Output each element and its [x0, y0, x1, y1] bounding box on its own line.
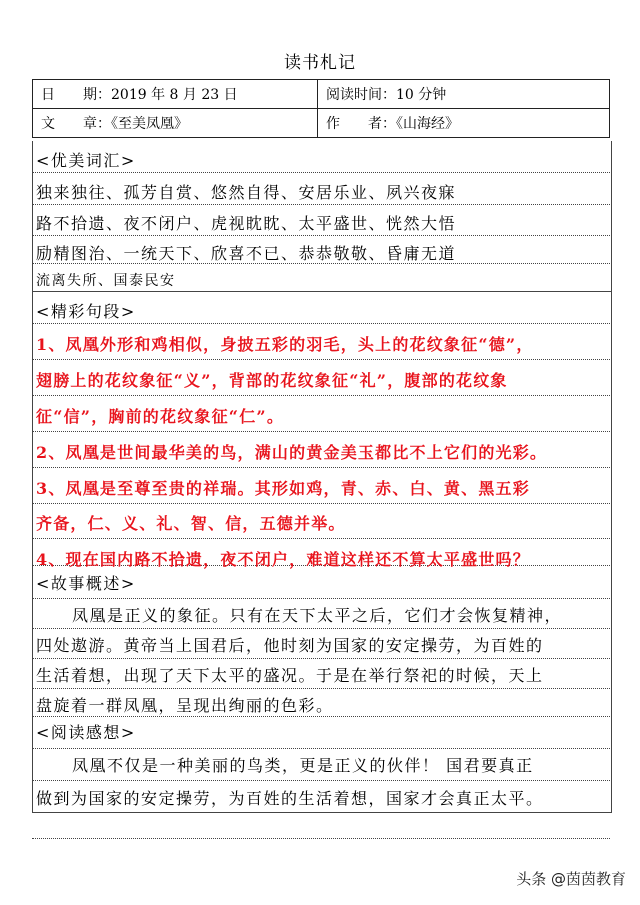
ruled-line	[32, 838, 610, 840]
ruled-line	[32, 716, 610, 718]
ruled-line	[32, 688, 610, 690]
vocab-heading: <优美词汇>	[36, 151, 136, 170]
vocab-line: 路不拾遗、夜不闭户、虎视眈眈、太平盛世、恍然大悟	[36, 214, 457, 233]
ruled-line	[32, 780, 610, 782]
ruled-line	[32, 323, 610, 325]
sentence-line: 2、凤凰是世间最华美的鸟，满山的黄金美玉都比不上它们的光彩。	[36, 443, 548, 462]
date-label: 日 期：	[41, 87, 111, 103]
sentence-line: 翅膀上的花纹象征“义”，背部的花纹象征“礼”，腹部的花纹象	[36, 371, 508, 390]
ruled-line	[32, 467, 610, 469]
sentence-line: 征“信”，胸前的花纹象征“仁”。	[36, 407, 285, 426]
story-line: 凤凰是正义的象征。只有在天下太平之后，它们才会恢复精神，	[72, 606, 563, 625]
ruled-line	[32, 748, 610, 750]
thought-line: 凤凰不仅是一种美丽的鸟类，更是正义的伙伴！ 国君要真正	[72, 756, 534, 775]
sentences-heading: <精彩句段>	[36, 302, 136, 321]
date-value: 2019 年 8 月 23 日	[111, 87, 238, 103]
ruled-line	[32, 395, 610, 397]
page-title: 读书札记	[284, 53, 356, 73]
ruled-line	[32, 598, 610, 600]
reading-time-label: 阅读时间：	[326, 87, 396, 103]
vocab-line: 流离失所、国泰民安	[36, 273, 176, 289]
ruled-line	[32, 359, 610, 361]
sentence-line: 3、凤凰是至尊至贵的祥瑞。其形如鸡，青、赤、白、黄、黑五彩	[36, 479, 530, 498]
vocab-line: 独来独往、孤芳自赏、悠然自得、安居乐业、夙兴夜寐	[36, 183, 457, 202]
date-cell	[33, 80, 318, 109]
ruled-line	[32, 628, 610, 630]
ruled-line	[32, 503, 610, 505]
reading-time-cell	[318, 80, 610, 109]
story-heading: <故事概述>	[36, 574, 136, 593]
sentence-line: 1、凤凰外形和鸡相似，身披五彩的羽毛，头上的花纹象征“德”，	[36, 335, 534, 354]
reading-time-value: 10 分钟	[396, 87, 447, 103]
info-table	[32, 79, 610, 138]
sentence-line: 齐备，仁、义、礼、智、信，五德并举。	[36, 514, 346, 533]
author-label: 作 者：	[326, 116, 396, 132]
ruled-line	[32, 431, 610, 433]
ruled-line	[32, 658, 610, 660]
ruled-line	[32, 235, 610, 237]
article-label: 文 章：	[41, 116, 111, 132]
article-cell	[33, 109, 318, 138]
thought-line: 做到为国家的安定操劳，为百姓的生活着想，国家才会真正太平。	[36, 789, 544, 808]
watermark: 头条 @茵茵教育	[516, 870, 626, 888]
sentence-line: 4、现在国内路不拾遗，夜不闭户，难道这样还不算太平盛世吗？	[36, 550, 530, 569]
story-line: 盘旋着一群凤凰，呈现出绚丽的色彩。	[36, 696, 334, 715]
ruled-line	[32, 204, 610, 206]
ruled-line	[32, 172, 610, 174]
ruled-line	[32, 538, 610, 540]
story-line: 生活着想，出现了天下太平的盛况。于是在举行祭祀的时候，天上	[36, 666, 544, 685]
thoughts-heading: <阅读感想>	[36, 723, 136, 742]
article-value: 《至美凤凰》	[111, 116, 188, 132]
author-cell	[318, 109, 610, 138]
story-line: 四处遨游。黄帝当上国君后，他时刻为国家的安定操劳，为百姓的	[36, 636, 544, 655]
author-value: 《山海经》	[396, 116, 459, 132]
vocab-line: 励精图治、一统天下、欣喜不已、恭恭敬敬、昏庸无道	[36, 244, 457, 263]
